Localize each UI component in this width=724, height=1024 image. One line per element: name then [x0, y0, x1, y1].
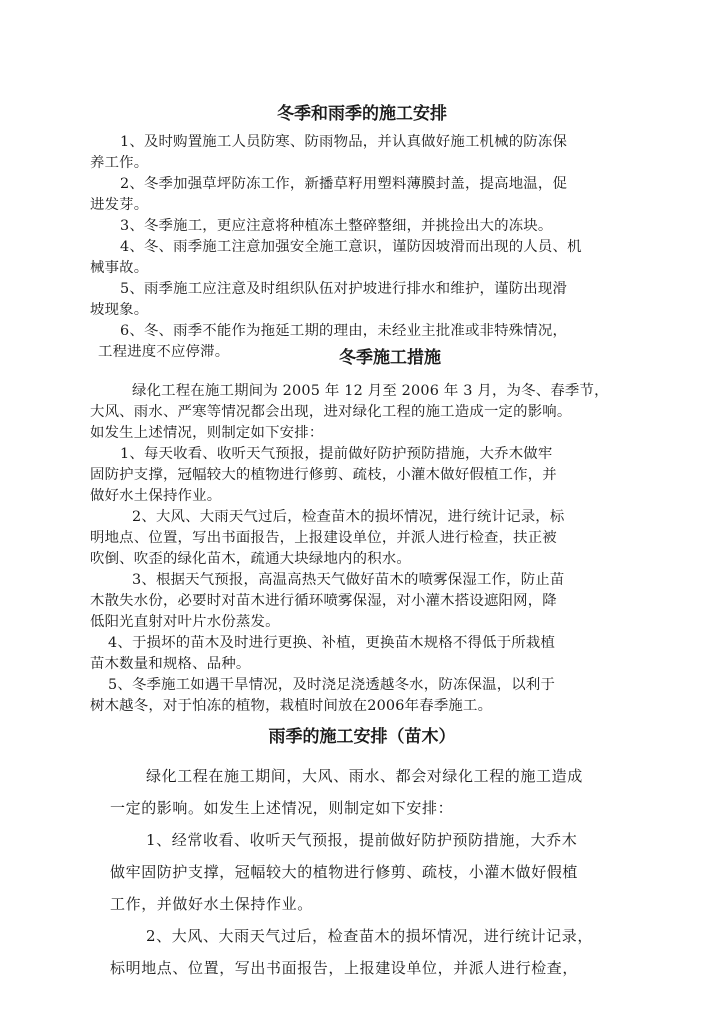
paragraph-line: 进发芽。 — [90, 197, 149, 213]
section-title-rainy-season-seedlings: 雨季的施工安排（苗木） — [268, 727, 456, 747]
paragraph-line: 1、每天收看、收听天气预报，提前做好防护预防措施，大乔木做牢 — [120, 446, 553, 462]
paragraph-line: 2、大风、大雨天气过后，检查苗木的损坏情况，进行统计记录，标 — [132, 509, 565, 525]
paragraph-line: 3、根据天气预报，高温高热天气做好苗木的喷雾保湿工作，防止苗 — [132, 572, 565, 588]
paragraph-line: 5、雨季施工应注意及时组织队伍对护坡进行排水和维护，谨防出现滑 — [120, 281, 568, 297]
paragraph-line: 1、及时购置施工人员防寒、防雨物品，并认真做好施工机械的防冻保 — [120, 134, 568, 150]
paragraph-line: 4、于损坏的苗木及时进行更换、补植，更换苗木规格不得低于所栽植 — [108, 635, 556, 651]
paragraph-line: 5、冬季施工如遇干旱情况，及时浇足浇透越冬水，防冻保温，以利于 — [108, 677, 556, 693]
paragraph-line: 械事故。 — [90, 260, 149, 276]
paragraph-line: 标明地点、位置，写出书面报告，上报建设单位，并派人进行检查， — [110, 959, 579, 977]
paragraph-line: 绿化工程在施工期间，大风、雨水、都会对绿化工程的施工造成 — [146, 767, 583, 785]
paragraph-line: 吹倒、吹歪的绿化苗木，疏通大块绿地内的积水。 — [90, 551, 411, 567]
paragraph-line: 2、冬季加强草坪防冻工作，新播草籽用塑料薄膜封盖，提高地温，促 — [120, 176, 568, 192]
paragraph-line: 固防护支撑，冠幅较大的植物进行修剪、疏枝，小灌木做好假植工作，并 — [90, 467, 557, 483]
paragraph-line: 做好水土保持作业。 — [90, 488, 222, 504]
paragraph-line: 一定的影响。如发生上述情况，则制定如下安排： — [110, 799, 454, 817]
paragraph-line: 3、冬季施工，更应注意将种植冻土整碎整细，并挑捡出大的冻块。 — [120, 218, 553, 234]
paragraph-line: 木散失水份，必要时对苗木进行循环喷雾保湿，对小灌木搭设遮阳网，降 — [90, 593, 557, 609]
paragraph-line: 工作，并做好水土保持作业。 — [110, 895, 313, 913]
paragraph-line: 如发生上述情况，则制定如下安排： — [90, 425, 324, 441]
section-title-winter-measures: 冬季施工措施 — [339, 348, 441, 368]
paragraph-line: 工程进度不应停滞。 — [98, 344, 230, 360]
paragraph-line: 养工作。 — [90, 155, 149, 171]
paragraph-line: 2、大风、大雨天气过后，检查苗木的损坏情况，进行统计记录， — [146, 927, 593, 945]
paragraph-line: 树木越冬，对于怕冻的植物，栽植时间放在2006年春季施工。 — [90, 698, 493, 714]
paragraph-line: 4、冬、雨季施工注意加强安全施工意识，谨防因坡滑而出现的人员、机 — [120, 239, 582, 255]
paragraph-line: 低阳光直射对叶片水份蒸发。 — [90, 614, 280, 630]
paragraph-line: 明地点、位置，写出书面报告，上报建设单位，并派人进行检查，扶正被 — [90, 530, 557, 546]
paragraph-line: 苗木数量和规格、品种。 — [90, 656, 251, 672]
paragraph-line: 绿化工程在施工期间为 2005 年 12 月至 2006 年 3 月，为冬、春季节， — [132, 383, 609, 399]
paragraph-line: 做牢固防护支撑，冠幅较大的植物进行修剪、疏枝，小灌木做好假植 — [110, 863, 579, 881]
section-title-winter-rainy-arrangement: 冬季和雨季的施工安排 — [277, 104, 447, 124]
paragraph-line: 6、冬、雨季不能作为拖延工期的理由，未经业主批准或非特殊情况， — [120, 323, 568, 339]
paragraph-line: 坡现象。 — [90, 302, 149, 318]
paragraph-line: 1、经常收看、收听天气预报，提前做好防护预防措施，大乔木 — [146, 831, 578, 849]
paragraph-line: 大风、雨水、严寒等情况都会出现，进对绿化工程的施工造成一定的影响。 — [90, 404, 572, 420]
